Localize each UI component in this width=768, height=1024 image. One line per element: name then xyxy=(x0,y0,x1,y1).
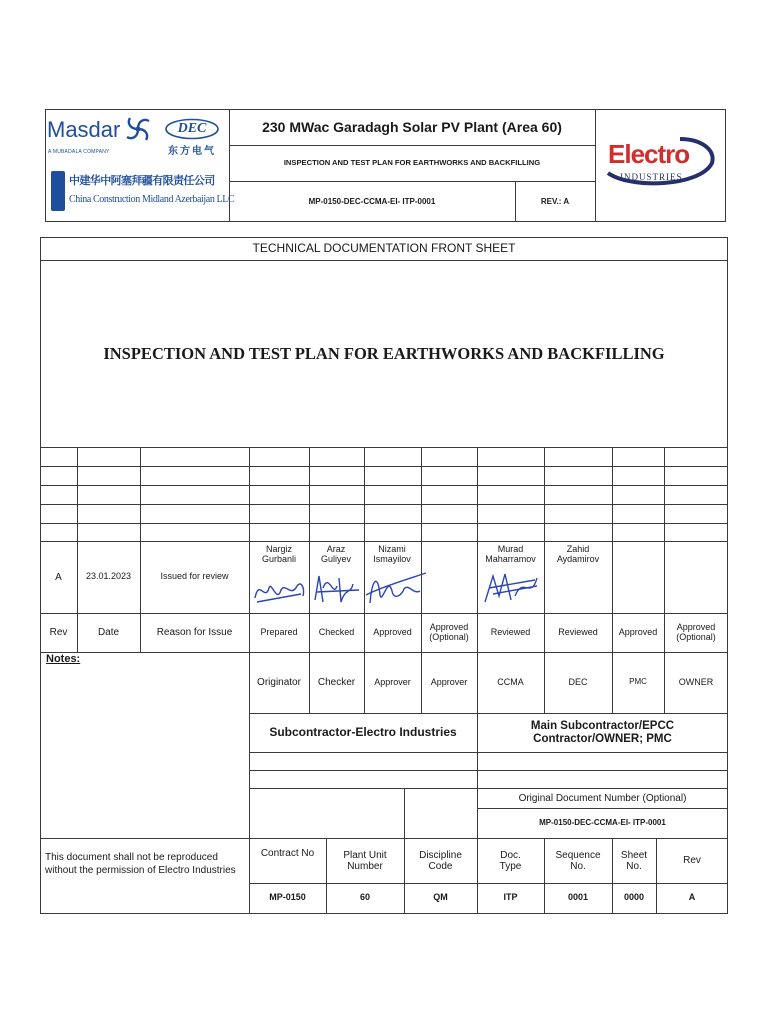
signature-reviewed1 xyxy=(479,566,543,610)
disclaimer: This document shall not be reproduced without the permission of Electro Industries xyxy=(45,852,236,876)
footer-hdr-plant: Plant Unit Number xyxy=(343,849,387,872)
footer-hdr-rev: Rev xyxy=(683,855,701,866)
hdr-prepared: Prepared xyxy=(260,626,298,637)
hdr-approved-optional2: Approved (Optional) xyxy=(676,621,716,642)
hdr-approved: Approved xyxy=(373,626,412,637)
original-doc-number: MP-0150-DEC-CCMA-EI- ITP-0001 xyxy=(539,818,666,828)
signature-approved xyxy=(362,565,428,611)
footer-val-contract: MP-0150 xyxy=(269,892,306,903)
footer-val-doctype: ITP xyxy=(503,892,518,903)
hdr-reviewed2: Reviewed xyxy=(558,626,598,637)
signature-prepared xyxy=(251,568,309,610)
footer-hdr-discipline: Discipline Code xyxy=(419,849,462,872)
masdar-swirl-icon xyxy=(124,115,152,143)
hdr-reason: Reason for Issue xyxy=(156,627,233,638)
hdr-approved-optional: Approved (Optional) xyxy=(429,621,469,642)
hdr-date: Date xyxy=(97,627,120,638)
role-ccma: CCMA xyxy=(497,676,524,687)
checked-name: Araz Guliyev xyxy=(320,544,351,564)
footer-hdr-sheet: Sheet No. xyxy=(620,849,648,872)
ccma-mark-icon xyxy=(51,171,65,211)
electro-logo: Electro INDUSTRIES xyxy=(600,133,722,193)
rev-a-date: 23.01.2023 xyxy=(85,571,132,582)
ccma-logo: 中建华中阿塞拜疆有限责任公司 China Construction Midland Azerbaijan LLC xyxy=(51,168,227,218)
main-title: INSPECTION AND TEST PLAN FOR EARTHWORKS AND BACKFILLING xyxy=(103,343,665,363)
footer-hdr-sequence: Sequence No. xyxy=(555,849,601,872)
original-doc-label: Original Document Number (Optional) xyxy=(518,793,687,804)
signature-checked xyxy=(309,568,365,610)
notes-label: Notes: xyxy=(46,653,81,665)
doc-number: MP-0150-DEC-CCMA-EI- ITP-0001 xyxy=(308,196,436,206)
rev-a-reason: Issued for review xyxy=(160,571,229,582)
footer-hdr-doctype: Doc. Type xyxy=(499,849,522,872)
role-approver2: Approver xyxy=(430,676,468,687)
masdar-logo: Masdar A MUBADALA COMPANY xyxy=(47,115,157,157)
role-checker: Checker xyxy=(317,677,356,688)
role-originator: Originator xyxy=(257,677,301,688)
rev-label: REV.: A xyxy=(540,196,570,206)
footer-val-discipline: QM xyxy=(433,892,448,903)
role-owner: OWNER xyxy=(678,676,714,687)
role-dec: DEC xyxy=(568,676,588,687)
front-sheet-heading: TECHNICAL DOCUMENTATION FRONT SHEET xyxy=(252,241,516,256)
approved-name: Nizami Ismayilov xyxy=(373,544,411,564)
dec-logo: DEC 东方电气 xyxy=(160,118,224,158)
footer-hdr-contract: Contract No xyxy=(260,847,315,859)
hdr-checked: Checked xyxy=(318,626,355,637)
doc-subtitle: INSPECTION AND TEST PLAN FOR EARTHWORKS AND BACKFILLING xyxy=(283,158,541,168)
footer-val-plant: 60 xyxy=(359,892,370,903)
footer-val-sheet: 0000 xyxy=(623,892,645,903)
reviewed1-name: Murad Maharramov xyxy=(485,544,536,564)
project-title: 230 MWac Garadagh Solar PV Plant (Area 60) xyxy=(262,118,562,135)
footer-val-sequence: 0001 xyxy=(567,892,589,903)
reviewed2-name: Zahid Aydamirov xyxy=(556,544,600,564)
rev-a-rev: A xyxy=(55,571,62,583)
hdr-approved2: Approved xyxy=(618,626,658,637)
hdr-rev: Rev xyxy=(49,627,68,638)
hdr-reviewed1: Reviewed xyxy=(490,626,531,637)
role-approver1: Approver xyxy=(374,676,411,687)
main-subcontractor: Main Subcontractor/EPCC Contractor/OWNER; PMC xyxy=(530,719,675,745)
footer-val-rev: A xyxy=(688,892,696,903)
subcontractor: Subcontractor-Electro Industries xyxy=(269,724,457,739)
role-pmc: PMC xyxy=(629,677,647,687)
prepared-name: Nargiz Gurbanli xyxy=(261,544,297,564)
